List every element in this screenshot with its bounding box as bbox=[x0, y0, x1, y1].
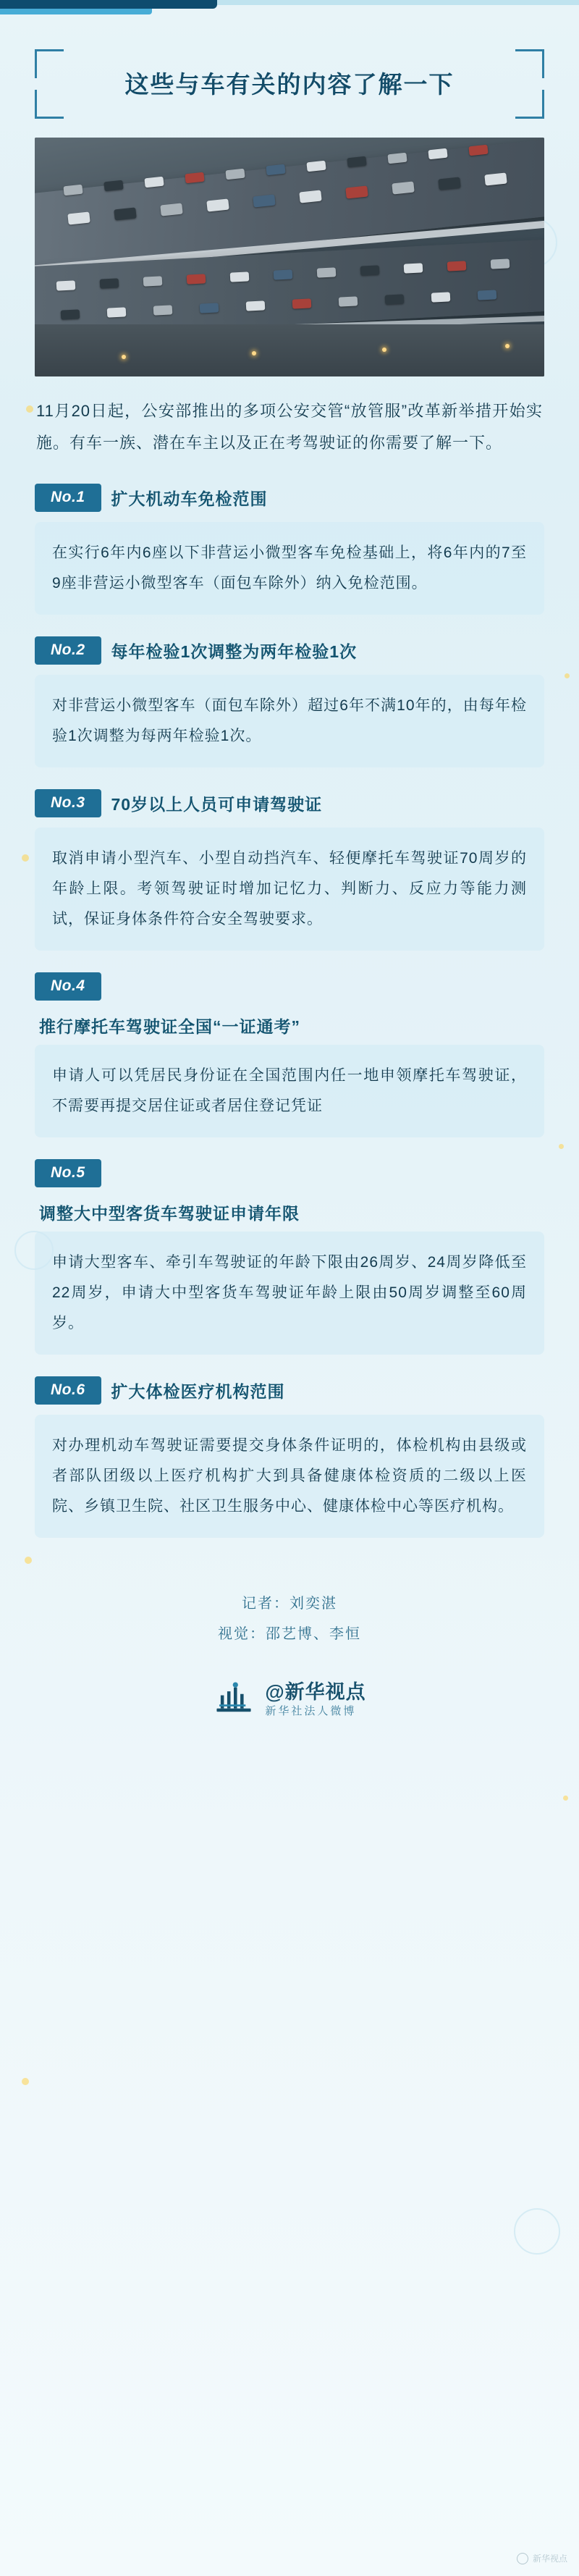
section-1-header bbox=[35, 484, 268, 512]
section-1-title: 扩大机动车免检范围 bbox=[111, 489, 268, 509]
credits-block bbox=[29, 1588, 550, 1649]
photo-car bbox=[200, 303, 219, 313]
section-6-title: 扩大体检医疗机构范围 bbox=[111, 1382, 285, 1402]
credit-visual: 视觉：邵艺博、李恒 bbox=[218, 1626, 361, 1643]
photo-car bbox=[360, 266, 380, 276]
photo-car bbox=[153, 306, 173, 316]
section-6 bbox=[35, 1376, 544, 1538]
section-4 bbox=[35, 972, 544, 1137]
watermark bbox=[517, 2552, 567, 2564]
section-2-number-badge: No.2 bbox=[35, 636, 101, 665]
photo-car bbox=[187, 274, 206, 285]
footer-account-subtitle: 新华社法人微博 bbox=[265, 1704, 357, 1717]
photo-car bbox=[478, 290, 497, 300]
photo-car bbox=[230, 272, 250, 282]
footer-brand[interactable] bbox=[29, 1678, 550, 1749]
footer-text bbox=[265, 1680, 365, 1719]
section-1 bbox=[35, 484, 544, 615]
section-4-number-badge: No.4 bbox=[35, 972, 101, 1001]
photo-car bbox=[143, 277, 163, 287]
section-2-title: 每年检验1次调整为两年检验1次 bbox=[111, 642, 358, 662]
section-3-number-badge: No.3 bbox=[35, 789, 101, 817]
section-3 bbox=[35, 789, 544, 951]
section-1-body: 在实行6年内6座以下非营运小微型客车免检基础上，将6年内的7至9座非营运小微型客车（面包车除外）纳入免检范围。 bbox=[35, 522, 544, 615]
section-4-title: 推行摩托车驾驶证全国“一证通考” bbox=[39, 1017, 300, 1037]
page-title: 这些与车有关的内容了解一下 bbox=[124, 71, 455, 98]
headline-frame bbox=[35, 49, 544, 119]
watermark-text: 新华视点 bbox=[532, 2554, 567, 2564]
credit-reporter: 记者：刘奕湛 bbox=[242, 1596, 337, 1612]
photo-car bbox=[56, 281, 76, 291]
decor-ring bbox=[514, 2208, 560, 2255]
photo-car bbox=[274, 270, 293, 280]
traffic-jam-photo bbox=[35, 138, 544, 376]
frame-corner-top-right-icon bbox=[515, 49, 544, 78]
section-5 bbox=[35, 1159, 544, 1355]
frame-corner-top-left-icon bbox=[35, 49, 64, 78]
photo-car bbox=[491, 259, 510, 269]
decor-dot bbox=[22, 2078, 29, 2085]
section-3-header bbox=[35, 789, 322, 817]
photo-car bbox=[100, 279, 119, 289]
photo-car bbox=[61, 310, 80, 320]
photo-car bbox=[292, 299, 312, 309]
xinhua-logo-icon bbox=[213, 1678, 255, 1720]
watermark-dot-icon bbox=[517, 2553, 528, 2564]
photo-car bbox=[246, 301, 266, 311]
section-6-body: 对办理机动车驾驶证需要提交身体条件证明的，体检机构由县级或者部队团级以上医疗机构扩大到具备健康体检资质的二级以上医院、乡镇卫生院、社区卫生服务中心、健康体检中心等医疗机构。 bbox=[35, 1415, 544, 1538]
photo-car bbox=[447, 261, 467, 272]
footer-account-name: @新华视点 bbox=[265, 1680, 366, 1703]
section-5-body: 申请大型客车、牵引车驾驶证的年龄下限由26周岁、24周岁降低至22周岁，申请大中型客货车驾驶证年龄上限由50周岁调整至60周岁。 bbox=[35, 1232, 544, 1355]
section-4-header bbox=[35, 972, 101, 1001]
section-2-header bbox=[35, 636, 357, 665]
photo-car bbox=[431, 292, 451, 303]
decor-dot bbox=[563, 1796, 568, 1801]
frame-corner-bottom-right-icon bbox=[515, 90, 544, 119]
photo-car bbox=[404, 264, 423, 274]
section-2 bbox=[35, 636, 544, 767]
section-5-number-badge: No.5 bbox=[35, 1159, 101, 1187]
section-2-body: 对非营运小微型客车（面包车除外）超过6年不满10年的，由每年检验1次调整为每两年检验1次。 bbox=[35, 675, 544, 767]
section-5-header bbox=[35, 1159, 101, 1187]
section-4-body: 申请人可以凭居民身份证在全国范围内任一地申领摩托车驾驶证，不需要再提交居住证或者居住登记凭证 bbox=[35, 1045, 544, 1137]
section-6-number-badge: No.6 bbox=[35, 1376, 101, 1405]
frame-corner-bottom-left-icon bbox=[35, 90, 64, 119]
section-3-title: 70岁以上人员可申请驾驶证 bbox=[111, 795, 323, 815]
intro-paragraph: 11月20日起，公安部推出的多项公安交管“放管服”改革新举措开始实施。有车一族、潜在车主以及正在考驾驶证的你需要了解一下。 bbox=[36, 402, 543, 453]
photo-car bbox=[385, 295, 405, 305]
photo-car bbox=[339, 297, 358, 307]
photo-car bbox=[317, 268, 337, 278]
section-5-title: 调整大中型客货车驾驶证申请年限 bbox=[39, 1204, 300, 1224]
photo-car bbox=[107, 308, 127, 318]
section-3-body: 取消申请小型汽车、小型自动挡汽车、轻便摩托车驾驶证70周岁的年龄上限。考领驾驶证时增加记忆力、判断力、反应力等能力测试，保证身体条件符合安全驾驶要求。 bbox=[35, 828, 544, 951]
section-6-header bbox=[35, 1376, 285, 1405]
section-1-number-badge: No.1 bbox=[35, 484, 101, 512]
photo-foreground bbox=[35, 324, 544, 377]
